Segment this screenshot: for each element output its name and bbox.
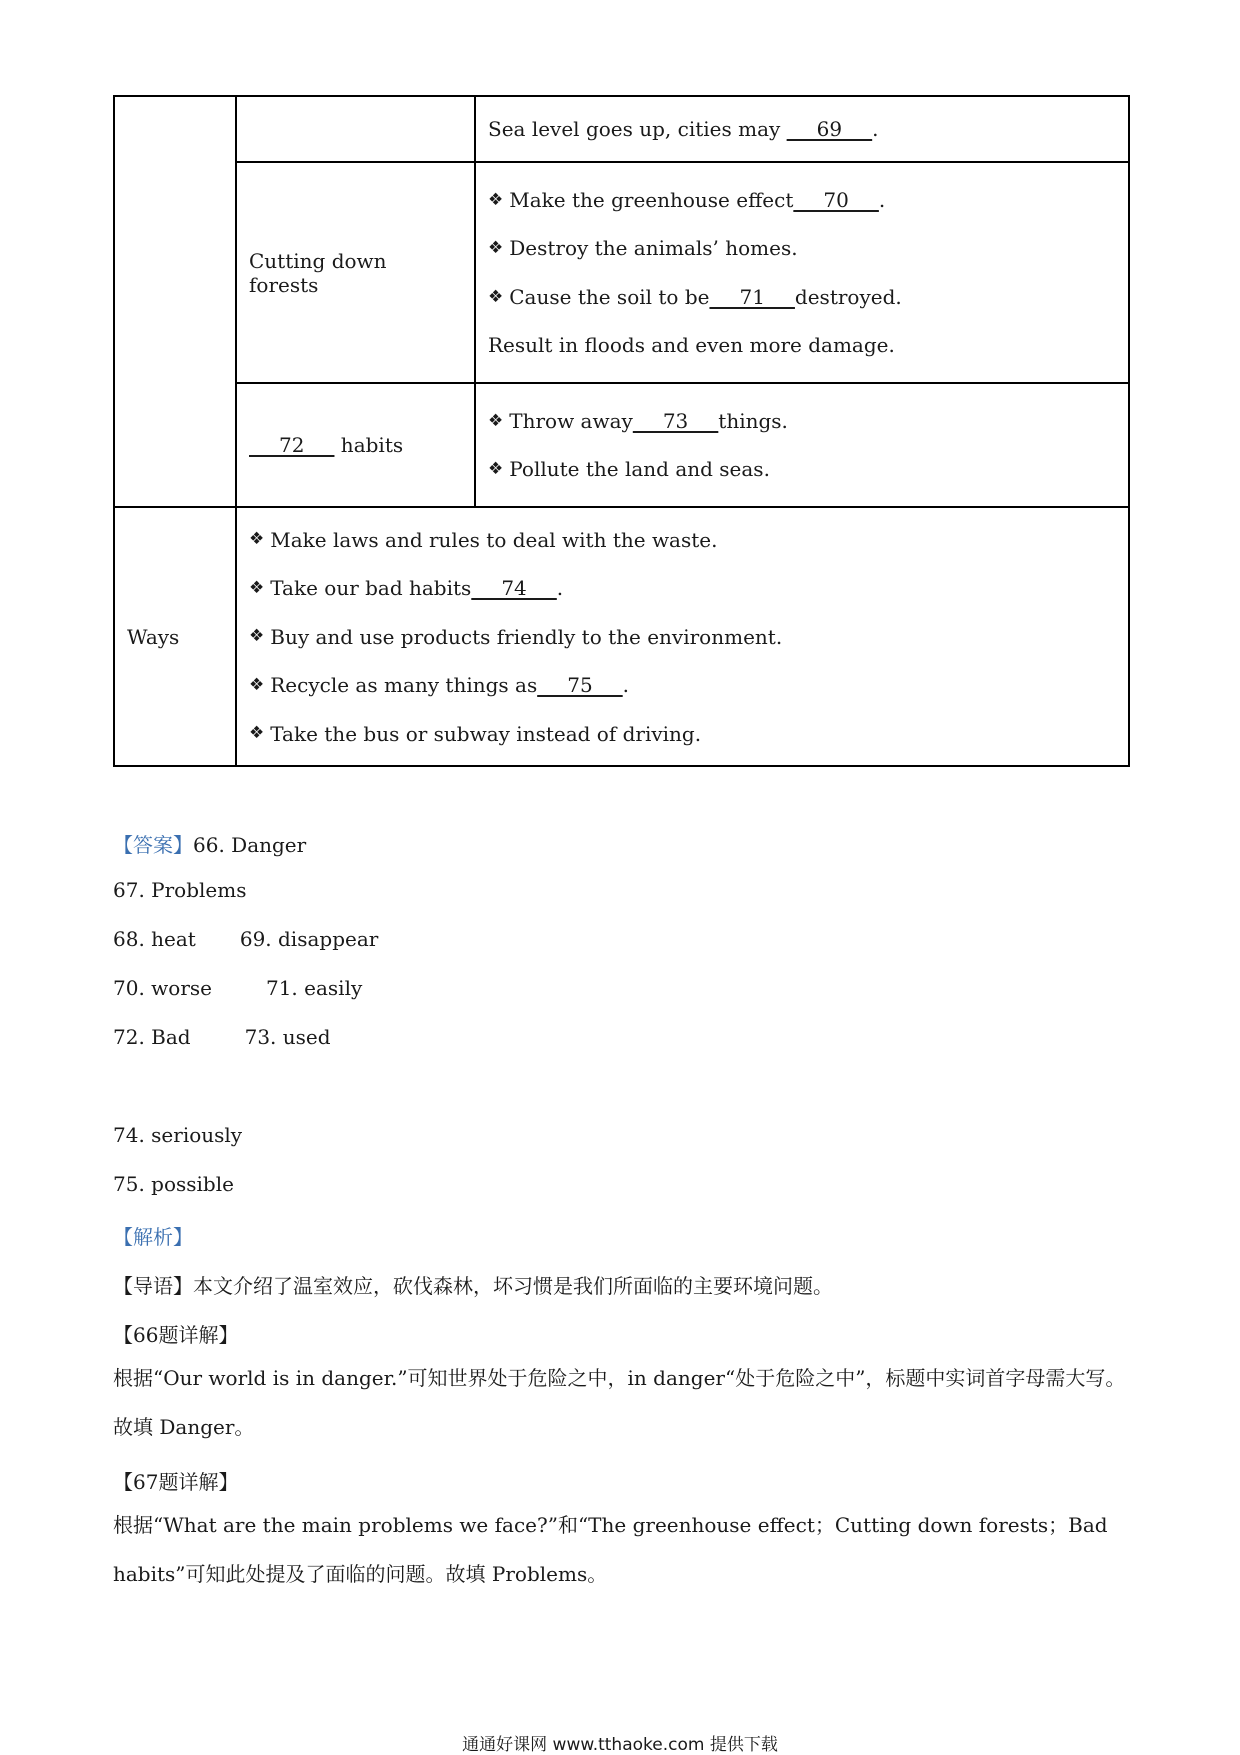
answer-line: 74. seriously <box>113 1123 243 1147</box>
list-item: ❖ Take our bad habits ___74___ . <box>249 576 564 600</box>
row-label: Cutting down forests <box>249 248 387 297</box>
outline-table <box>113 95 1130 767</box>
list-item: ❖ Cause the soil to be ___71___ destroyed. <box>488 284 902 309</box>
table-cell-empty <box>236 96 475 162</box>
diamond-bullet-icon: ❖ <box>249 674 265 695</box>
list-item: ❖ Pollute the land and seas. <box>488 457 770 482</box>
table-row <box>114 507 1129 766</box>
bullet-list <box>488 397 1116 494</box>
table-row <box>114 162 1129 383</box>
table-cell <box>475 162 1129 383</box>
table-row <box>114 383 1129 507</box>
row-label: habits <box>334 433 404 457</box>
diamond-bullet-icon: ❖ <box>249 577 265 598</box>
answer-blank: ___72___ <box>249 433 335 457</box>
answer-blank: ___69___ <box>786 117 873 141</box>
question-heading: 【67题详解】 <box>113 1470 239 1494</box>
answer-blank: ___73___ <box>632 408 719 433</box>
list-item-plain: Result in floods and even more damage. <box>488 333 895 358</box>
table-row <box>114 96 1129 162</box>
table-cell-label <box>236 162 475 383</box>
diamond-bullet-icon: ❖ <box>249 529 265 550</box>
list-item: ❖ Make the greenhouse effect ___70___ . <box>488 187 886 212</box>
answer-blank: ___74___ <box>471 576 557 600</box>
answer-line: 68. heat 69. disappear <box>113 927 379 951</box>
table-cell-empty <box>114 96 236 507</box>
diamond-bullet-icon: ❖ <box>488 459 504 480</box>
list-item: ❖ Throw away ___73___ things. <box>488 408 788 433</box>
cell-text: Sea level goes up, cities may <box>488 117 787 141</box>
diamond-bullet-icon: ❖ <box>488 238 504 259</box>
row-label: Ways <box>127 624 180 649</box>
answer-line: 【答案】66. Danger <box>113 833 307 857</box>
answer-line: 67. Problems <box>113 878 247 902</box>
table-cell-label <box>114 507 236 766</box>
list-item: ❖ Take the bus or subway instead of driving. <box>249 721 702 746</box>
bullet-list <box>249 515 1116 758</box>
question-explanation: 根据“What are the main problems we face?”和“The greenhouse effect；Cutting down forests；Bad habits”可知此处提及了面临的问题。故填 Problems。 <box>113 1513 1108 1586</box>
diamond-bullet-icon: ❖ <box>249 626 265 647</box>
bullet-list <box>488 176 1116 370</box>
list-item: ❖ Buy and use products friendly to the environment. <box>249 624 783 649</box>
list-item: ❖ Destroy the animals’ homes. <box>488 236 798 261</box>
analysis-intro: 【导语】本文介绍了温室效应，砍伐森林，坏习惯是我们所面临的主要环境问题。 <box>113 1274 833 1298</box>
diamond-bullet-icon: ❖ <box>488 410 504 431</box>
question-heading: 【66题详解】 <box>113 1323 239 1347</box>
answer-line: 70. worse 71. easily <box>113 976 363 1000</box>
diamond-bullet-icon: ❖ <box>488 286 504 307</box>
table-cell-label <box>236 383 475 507</box>
answer-blank: ___75___ <box>537 673 623 697</box>
question-explanation: 根据“Our world is in danger.”可知世界处于危险之中，in danger“处于危险之中”，标题中实词首字母需大写。故填 Danger。 <box>113 1366 1126 1439</box>
list-item: ❖ Recycle as many things as ___75___ . <box>249 673 630 697</box>
answer-line: 75. possible <box>113 1172 234 1196</box>
answer-tag: 【答案】 <box>113 833 193 857</box>
table-cell <box>236 507 1129 766</box>
diamond-bullet-icon: ❖ <box>249 723 265 744</box>
list-item: ❖ Make laws and rules to deal with the waste. <box>249 527 718 552</box>
analysis-tag: 【解析】 <box>113 1225 193 1249</box>
answer-line: 72. Bad 73. used <box>113 1025 331 1049</box>
table-cell: Sea level goes up, cities may ___69___. <box>475 96 1129 162</box>
answer-blank: ___70___ <box>793 187 879 212</box>
page-footer: 通通好课网 www.tthaoke.com 提供下载 <box>462 1735 778 1755</box>
answer-blank: ___71___ <box>709 284 795 309</box>
diamond-bullet-icon: ❖ <box>488 189 504 210</box>
table-cell <box>475 383 1129 507</box>
